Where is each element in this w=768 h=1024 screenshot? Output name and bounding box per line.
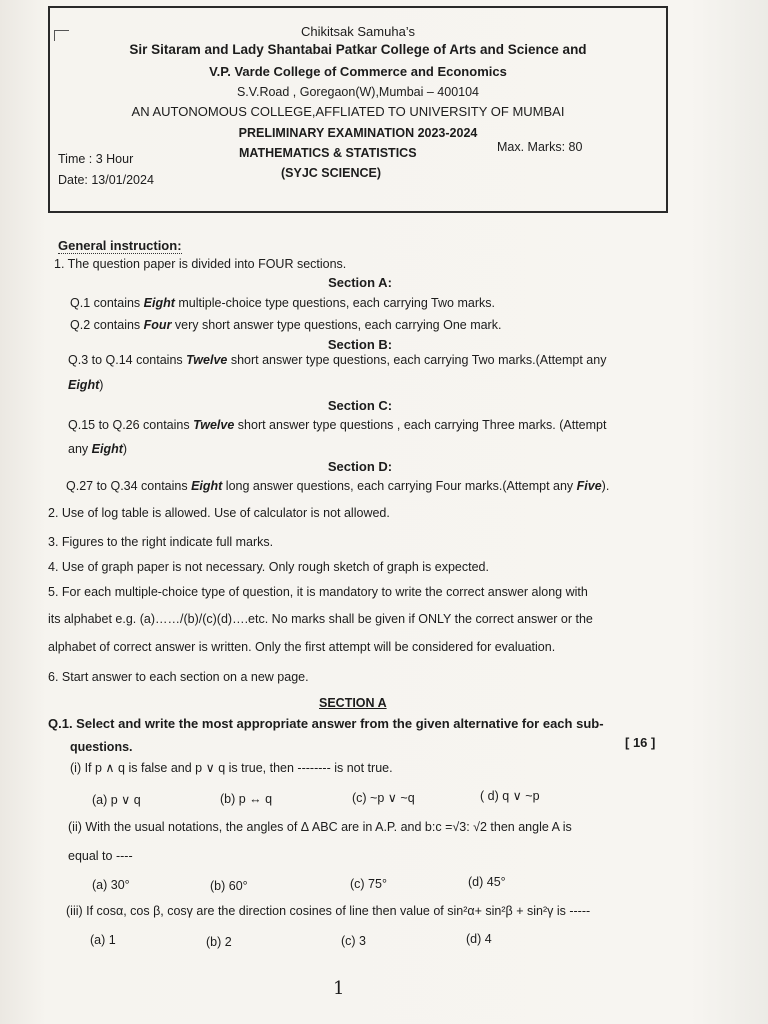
college-name-line1: Sir Sitaram and Lady Shantabai Patkar College of Arts and Science and [129, 42, 587, 57]
section-a-label: Section A: [328, 275, 392, 290]
question-i-option-d: ( d) q ∨ ~p [480, 789, 540, 803]
question-iii-option-d: (d) 4 [466, 932, 492, 946]
instruction-5-line2: its alphabet e.g. (a)……/(b)/(c)(d)….etc. No marks shall be given if ONLY the correct answer or the [48, 612, 593, 626]
society-name: Chikitsak Samuha’s [301, 24, 415, 39]
instruction-2: 2. Use of log table is allowed. Use of calculator is not allowed. [48, 506, 390, 520]
instruction-q2: Q.2 contains Four very short answer type questions, each carrying One mark. [70, 318, 502, 332]
instruction-q27: Q.27 to Q.34 contains Eight long answer questions, each carrying Four marks.(Attempt any Five). [66, 479, 610, 493]
instruction-4: 4. Use of graph paper is not necessary. Only rough sketch of graph is expected. [48, 560, 489, 574]
section-a-title: SECTION A [319, 696, 387, 710]
q1-prompt-line1: Q.1. Select and write the most appropriate answer from the given alternative for each sub- [48, 716, 604, 731]
section-b-label: Section B: [327, 337, 393, 352]
instruction-q3-cont: Eight) [68, 378, 104, 392]
question-ii-option-c: (c) 75° [350, 877, 387, 891]
college-affiliation: AN AUTONOMOUS COLLEGE,AFFLIATED TO UNIVERSITY OF MUMBAI [131, 104, 565, 119]
q1-marks: [ 16 ] [625, 735, 656, 750]
exam-time: Time : 3 Hour [58, 152, 134, 166]
question-iii-option-b: (b) 2 [206, 935, 232, 949]
exam-title: PRELIMINARY EXAMINATION 2023-2024 [238, 126, 478, 140]
instruction-6: 6. Start answer to each section on a new page. [48, 670, 309, 684]
section-c-label: Section C: [327, 398, 393, 413]
exam-class: (SYJC SCIENCE) [281, 166, 382, 180]
instruction-q1: Q.1 contains Eight multiple-choice type questions, each carrying Two marks. [70, 296, 495, 310]
exam-subject: MATHEMATICS & STATISTICS [239, 146, 417, 160]
question-ii-text: (ii) With the usual notations, the angles of Δ ABC are in A.P. and b:c =√3: √2 then angle A is [68, 820, 572, 834]
exam-date: Date: 13/01/2024 [58, 173, 154, 187]
instruction-5-line1: 5. For each multiple-choice type of question, it is mandatory to write the correct answer along with [48, 585, 588, 599]
question-i-option-a: (a) p ∨ q [92, 793, 141, 807]
instruction-q3: Q.3 to Q.14 contains Twelve short answer type questions, each carrying Two marks.(Attempt any [68, 353, 607, 367]
section-d-label: Section D: [327, 459, 393, 474]
instruction-q15-cont: any Eight) [68, 442, 128, 456]
question-iii-option-c: (c) 3 [341, 934, 366, 948]
question-ii-option-a: (a) 30° [92, 878, 130, 892]
question-i-option-b: (b) p ↔ q [220, 792, 273, 806]
max-marks: Max. Marks: 80 [497, 140, 583, 154]
instruction-q15: Q.15 to Q.26 contains Twelve short answer type questions , each carrying Three marks. (Attempt [68, 418, 607, 432]
instructions-heading: General instruction: [58, 238, 182, 253]
instruction-3: 3. Figures to the right indicate full marks. [48, 535, 274, 549]
question-i-option-c: (c) ~p ∨ ~q [352, 791, 415, 805]
question-ii-text-cont: equal to ---- [68, 849, 133, 863]
question-iii-text: (iii) If cosα, cos β, cosγ are the direction cosines of line then value of sin²α+ sin²β + sin²γ is ----- [66, 904, 591, 918]
q1-prompt-line2: questions. [70, 740, 133, 754]
question-i-text: (i) If p ∧ q is false and p ∨ q is true, then -------- is not true. [70, 761, 393, 775]
question-ii-option-d: (d) 45° [468, 875, 506, 889]
page-number: 1 [333, 978, 345, 999]
instruction-5-line3: alphabet of correct answer is written. Only the first attempt will be considered for evaluation. [48, 640, 556, 654]
instruction-1: 1. The question paper is divided into FOUR sections. [54, 257, 347, 271]
question-ii-option-b: (b) 60° [210, 879, 248, 893]
college-name-line2: V.P. Varde College of Commerce and Economics [209, 64, 507, 79]
college-address: S.V.Road , Goregaon(W),Mumbai – 400104 [236, 85, 480, 99]
question-iii-option-a: (a) 1 [90, 933, 116, 947]
